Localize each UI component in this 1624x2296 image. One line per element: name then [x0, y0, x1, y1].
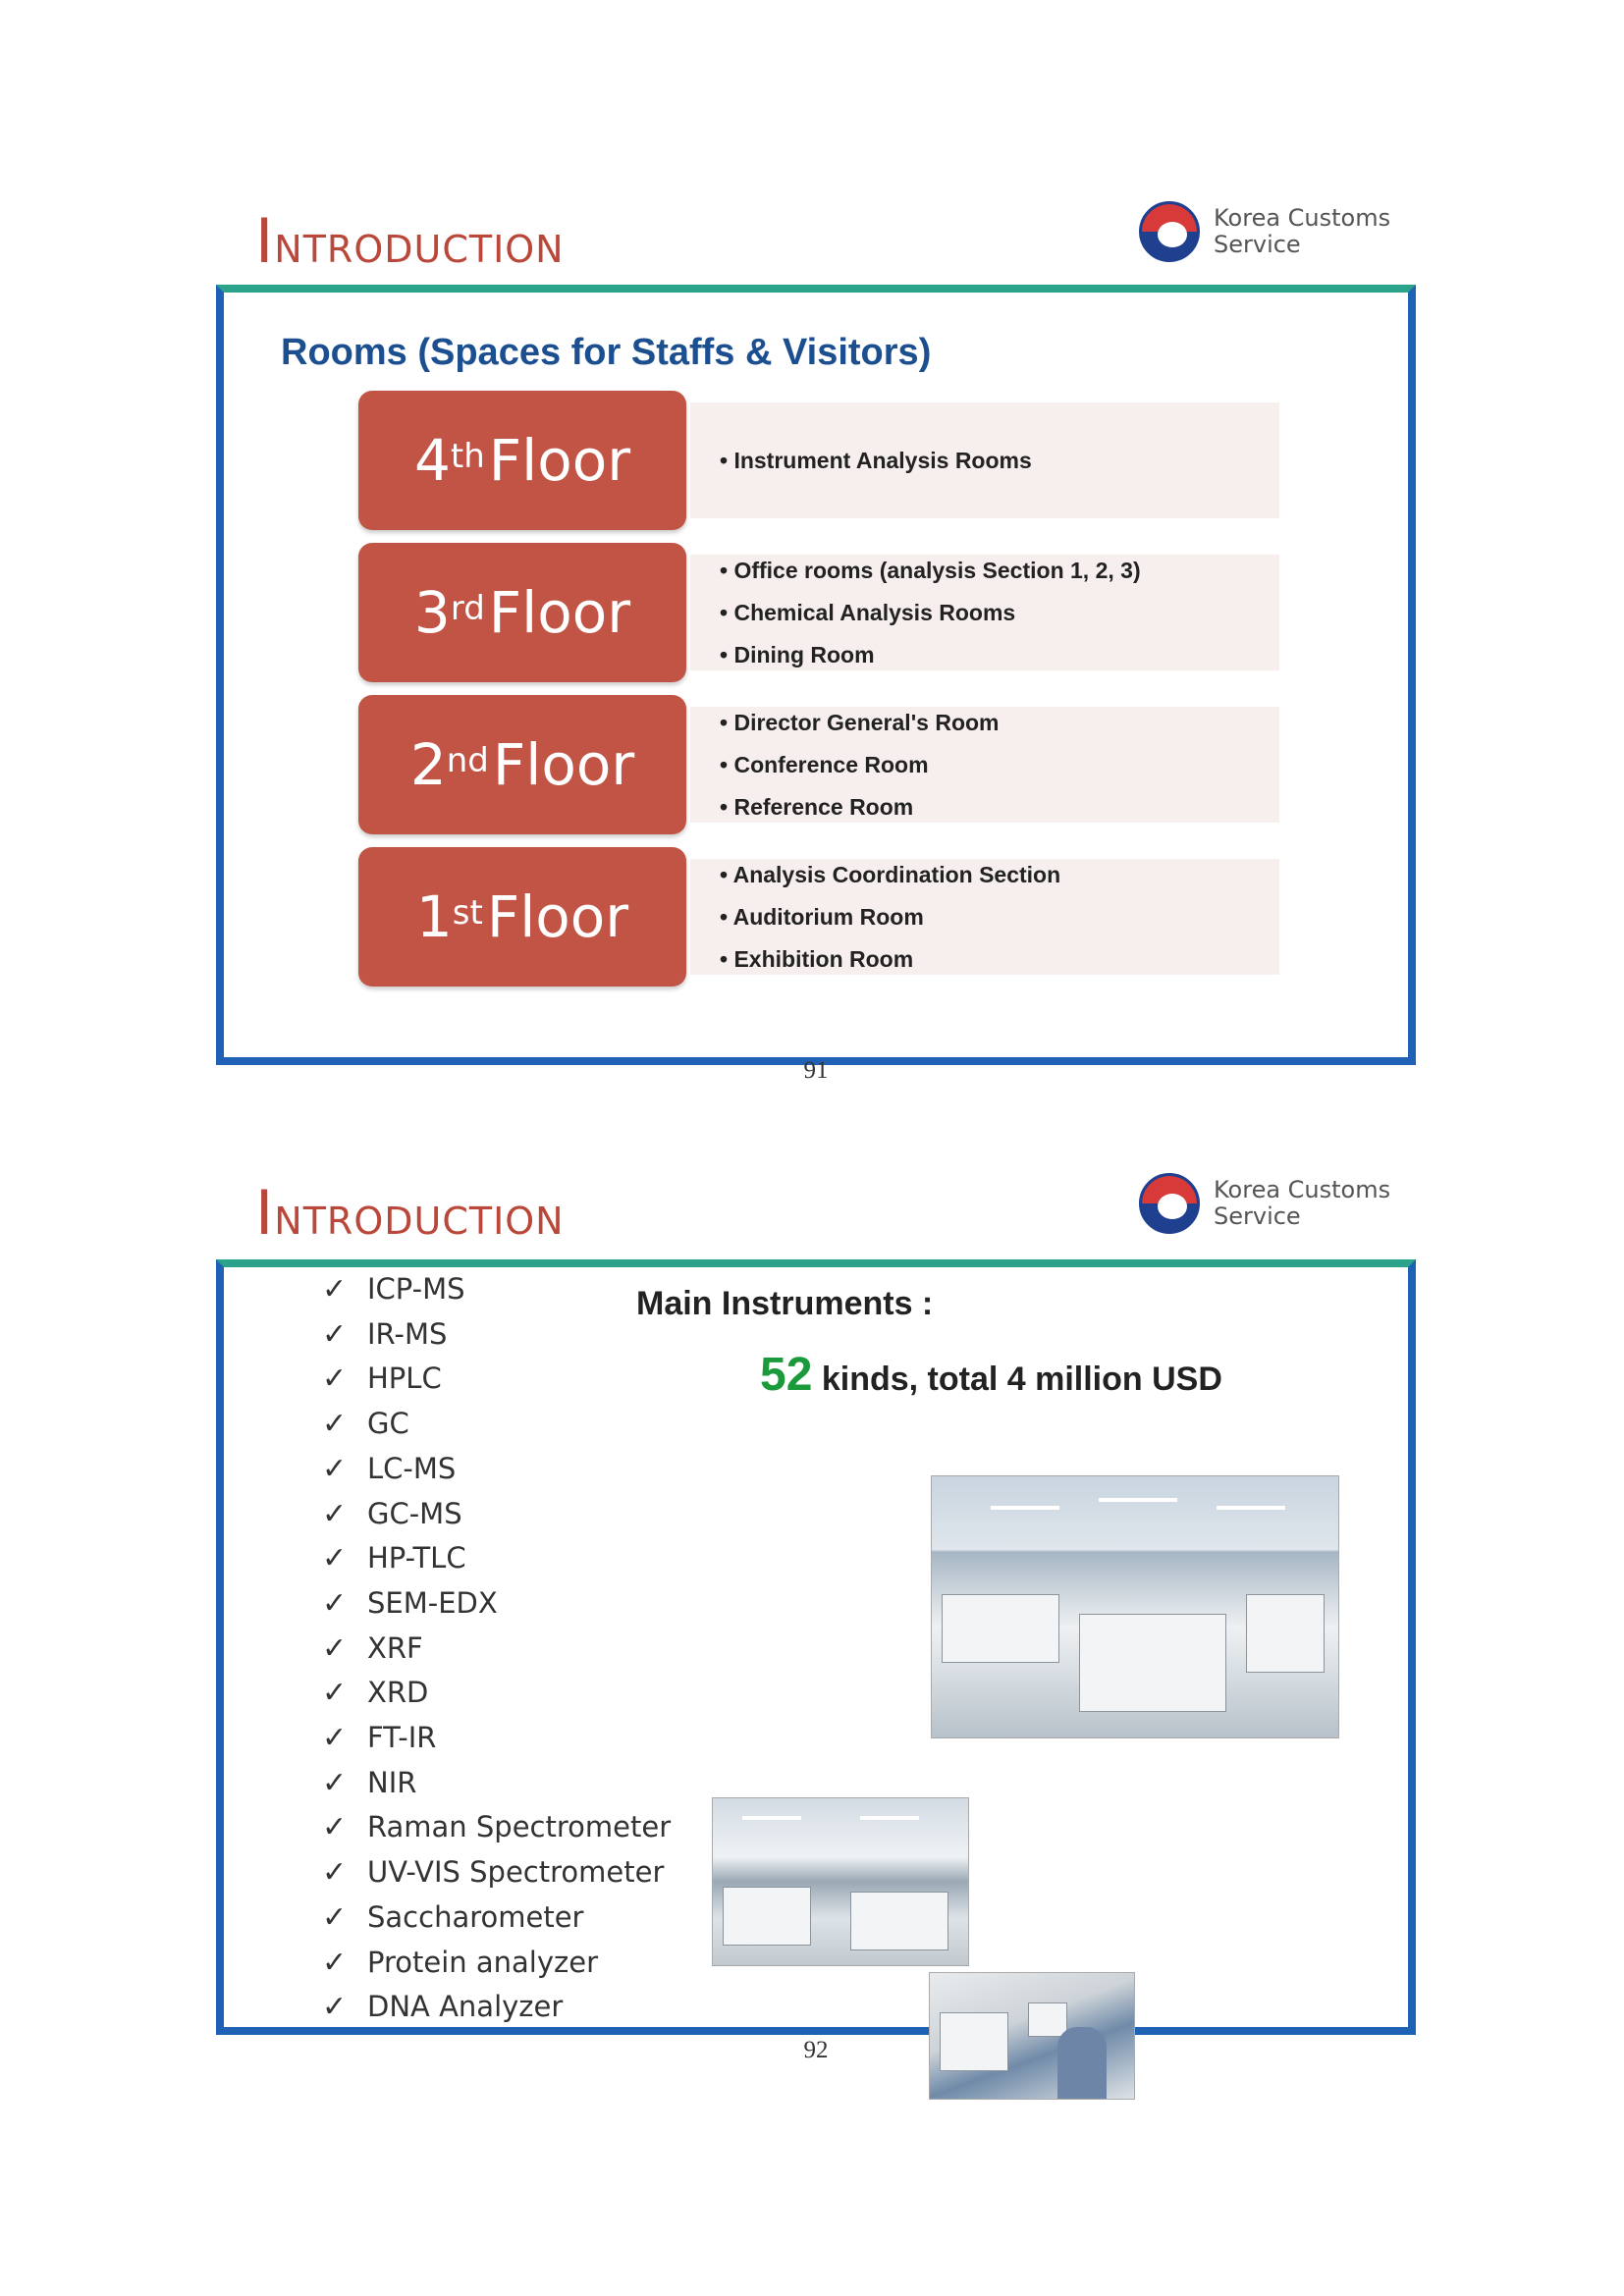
laboratory-photo-large — [931, 1475, 1339, 1738]
checkmark-icon: ✓ — [322, 1945, 348, 1980]
instrument-item: ✓ Protein analyzer — [322, 1941, 671, 1986]
instrument-item: ✓ UV-VIS Spectrometer — [322, 1850, 671, 1896]
checkmark-icon: ✓ — [322, 1855, 348, 1891]
floor-label: 4 $^{th}$ Floor — [358, 391, 686, 530]
rooms-title: Rooms (Spaces for Staffs & Visitors) — [281, 332, 932, 373]
floor-room-list — [690, 555, 1279, 670]
room-item: • Dining Room — [720, 634, 1279, 676]
instrument-item: ✓ DNA Analyzer — [322, 1985, 671, 2030]
instrument-item: ✓ FT-IR — [322, 1716, 671, 1761]
floor-room-list — [690, 859, 1279, 975]
floor-row — [358, 847, 1281, 987]
taegeuk-logo-icon — [1139, 201, 1200, 262]
instrument-item: ✓ XRF — [322, 1627, 671, 1672]
room-item: • Exhibition Room — [720, 938, 1279, 981]
checkmark-icon: ✓ — [322, 1899, 348, 1935]
checkmark-icon: ✓ — [322, 1810, 348, 1845]
room-item: • Director General's Room — [720, 702, 1279, 744]
checkmark-icon: ✓ — [322, 1362, 348, 1397]
checkmark-icon: ✓ — [322, 1407, 348, 1442]
heading-rest: NTRODUCTION — [274, 1200, 565, 1243]
instrument-item: ✓ IR-MS — [322, 1312, 671, 1358]
room-item: • Auditorium Room — [720, 896, 1279, 938]
slide-heading — [255, 205, 565, 277]
instrument-item: ✓ GC — [322, 1402, 671, 1447]
checkmark-icon: ✓ — [322, 1990, 348, 2025]
checkmark-icon: ✓ — [322, 1585, 348, 1621]
instrument-item: ✓ NIR — [322, 1761, 671, 1806]
heading-initial: I — [255, 205, 275, 277]
instrument-item: ✓ SEM-EDX — [322, 1581, 671, 1627]
taegeuk-logo-icon — [1139, 1173, 1200, 1234]
laboratory-photo-medium — [712, 1797, 969, 1966]
instrument-item: ✓ Raman Spectrometer — [322, 1805, 671, 1850]
room-item: • Conference Room — [720, 744, 1279, 786]
floor-label: 2 $^{nd}$ Floor — [358, 695, 686, 834]
instrument-item: ✓ Saccharometer — [322, 1896, 671, 1941]
page-number: 91 — [803, 1057, 829, 1084]
heading-initial: I — [255, 1177, 275, 1249]
floor-room-list — [690, 707, 1279, 823]
checkmark-icon: ✓ — [322, 1676, 348, 1711]
korea-customs-logo — [1139, 1173, 1390, 1234]
floor-label: 1 $^{st}$ Floor — [358, 847, 686, 987]
instrument-item: ✓ LC-MS — [322, 1447, 671, 1492]
slide-instruments — [216, 1173, 1416, 2063]
checkmark-icon: ✓ — [322, 1496, 348, 1531]
room-item: • Chemical Analysis Rooms — [720, 592, 1279, 634]
floor-row — [358, 543, 1281, 682]
instrument-list — [322, 1267, 671, 2030]
checkmark-icon: ✓ — [322, 1451, 348, 1486]
slide-heading — [255, 1177, 565, 1249]
logo-text: Korea Customs Service — [1214, 1176, 1391, 1230]
checkmark-icon: ✓ — [322, 1316, 348, 1352]
laboratory-photo-analyst — [929, 1972, 1135, 2100]
logo-text: Korea Customs Service — [1214, 204, 1391, 258]
instrument-summary — [760, 1348, 1222, 1402]
floor-room-list — [690, 402, 1279, 518]
floor-row — [358, 695, 1281, 834]
slide-frame — [216, 1259, 1416, 2035]
instrument-item: ✓ ICP-MS — [322, 1267, 671, 1312]
room-item: • Instrument Analysis Rooms — [720, 440, 1279, 482]
checkmark-icon: ✓ — [322, 1541, 348, 1576]
floor-label: 3 $^{rd}$ Floor — [358, 543, 686, 682]
checkmark-icon: ✓ — [322, 1765, 348, 1800]
slide-rooms — [216, 201, 1416, 1084]
room-item: • Reference Room — [720, 786, 1279, 828]
heading-rest: NTRODUCTION — [274, 228, 565, 271]
checkmark-icon: ✓ — [322, 1272, 348, 1307]
instrument-item: ✓ GC-MS — [322, 1492, 671, 1537]
korea-customs-logo — [1139, 201, 1390, 262]
checkmark-icon: ✓ — [322, 1721, 348, 1756]
page-number: 92 — [803, 2037, 829, 2063]
checkmark-icon: ✓ — [322, 1630, 348, 1666]
kinds-text: kinds, total 4 million USD — [812, 1361, 1222, 1398]
floor-row — [358, 391, 1281, 530]
main-instruments-title: Main Instruments : — [636, 1285, 934, 1322]
instrument-item: ✓ HPLC — [322, 1357, 671, 1402]
room-item: • Office rooms (analysis Section 1, 2, 3) — [720, 550, 1279, 592]
instrument-item: ✓ HP-TLC — [322, 1536, 671, 1581]
slide-frame — [216, 285, 1416, 1065]
room-item: • Analysis Coordination Section — [720, 854, 1279, 896]
kinds-number: 52 — [760, 1349, 813, 1401]
instrument-item: ✓ XRD — [322, 1671, 671, 1716]
